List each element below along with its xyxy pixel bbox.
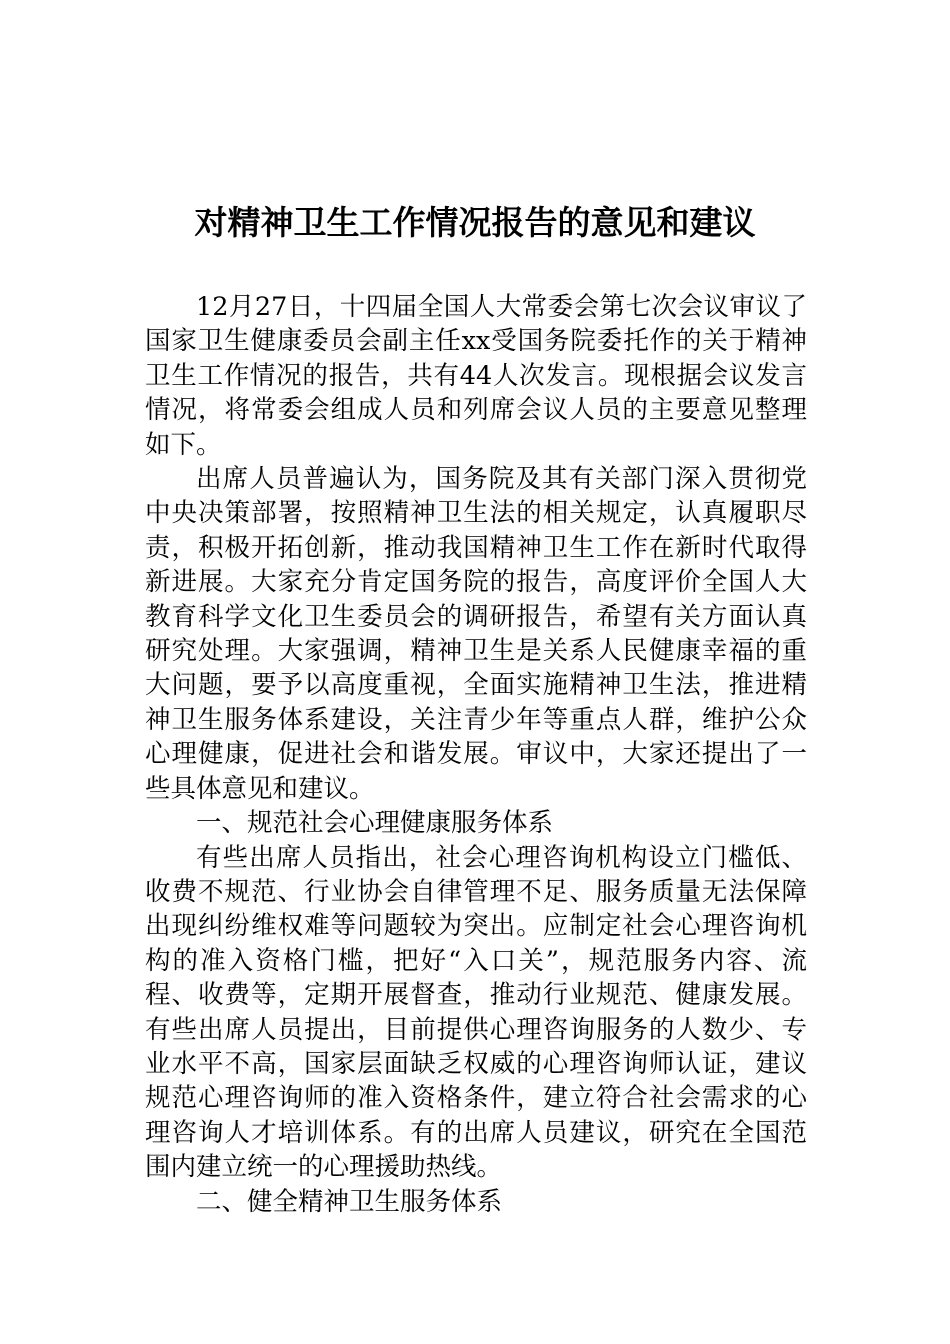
document-body: [145, 290, 807, 1219]
document-title: 对精神卫生工作情况报告的意见和建议: [194, 203, 756, 242]
paragraph-section-1: 有些出席人员指出，社会心理咨询机构设立门槛低、收费不规范、行业协会自律管理不足、服务质量无法保障出现纠纷维权难等问题较为突出。应制定社会心理咨询机构的准入资格门槛，把好“入口关”，规范服务内容、流程、收费等，定期开展督查，推动行业规范、健康发展。有些出席人员提出，目前提供心理咨询服务的人数少、专业水平不高，国家层面缺乏权威的心理咨询师认证，建议规范心理咨询师的准入资格条件，建立符合社会需求的心理咨询人才培训体系。有的出席人员建议，研究在全国范围内建立统一的心理援助热线。: [145, 842, 807, 1183]
section-heading-1: 一、规范社会心理健康服务体系: [196, 808, 554, 839]
paragraph-general-opinion: 出席人员普遍认为，国务院及其有关部门深入贯彻党中央决策部署，按照精神卫生法的相关规定，认真履职尽责，积极开拓创新，推动我国精神卫生工作在新时代取得新进展。大家充分肯定国务院的报告，高度评价全国人大教育科学文化卫生委员会的调研报告，希望有关方面认真研究处理。大家强调，精神卫生是关系人民健康幸福的重大问题，要予以高度重视，全面实施精神卫生法，推进精神卫生服务体系建设，关注青少年等重点人群，维护公众心理健康，促进社会和谐发展。审议中，大家还提出了一些具体意见和建议。: [145, 464, 807, 804]
section-heading-2: 二、健全精神卫生服务体系: [196, 1186, 503, 1217]
paragraph-intro: 12月27日，十四届全国人大常委会第七次会议审议了国家卫生健康委员会副主任xx受国务院委托作的关于精神卫生工作情况的报告，共有44人次发言。现根据会议发言情况，将常委会组成人员和列席会议人员的主要意见整理如下。: [145, 292, 807, 460]
